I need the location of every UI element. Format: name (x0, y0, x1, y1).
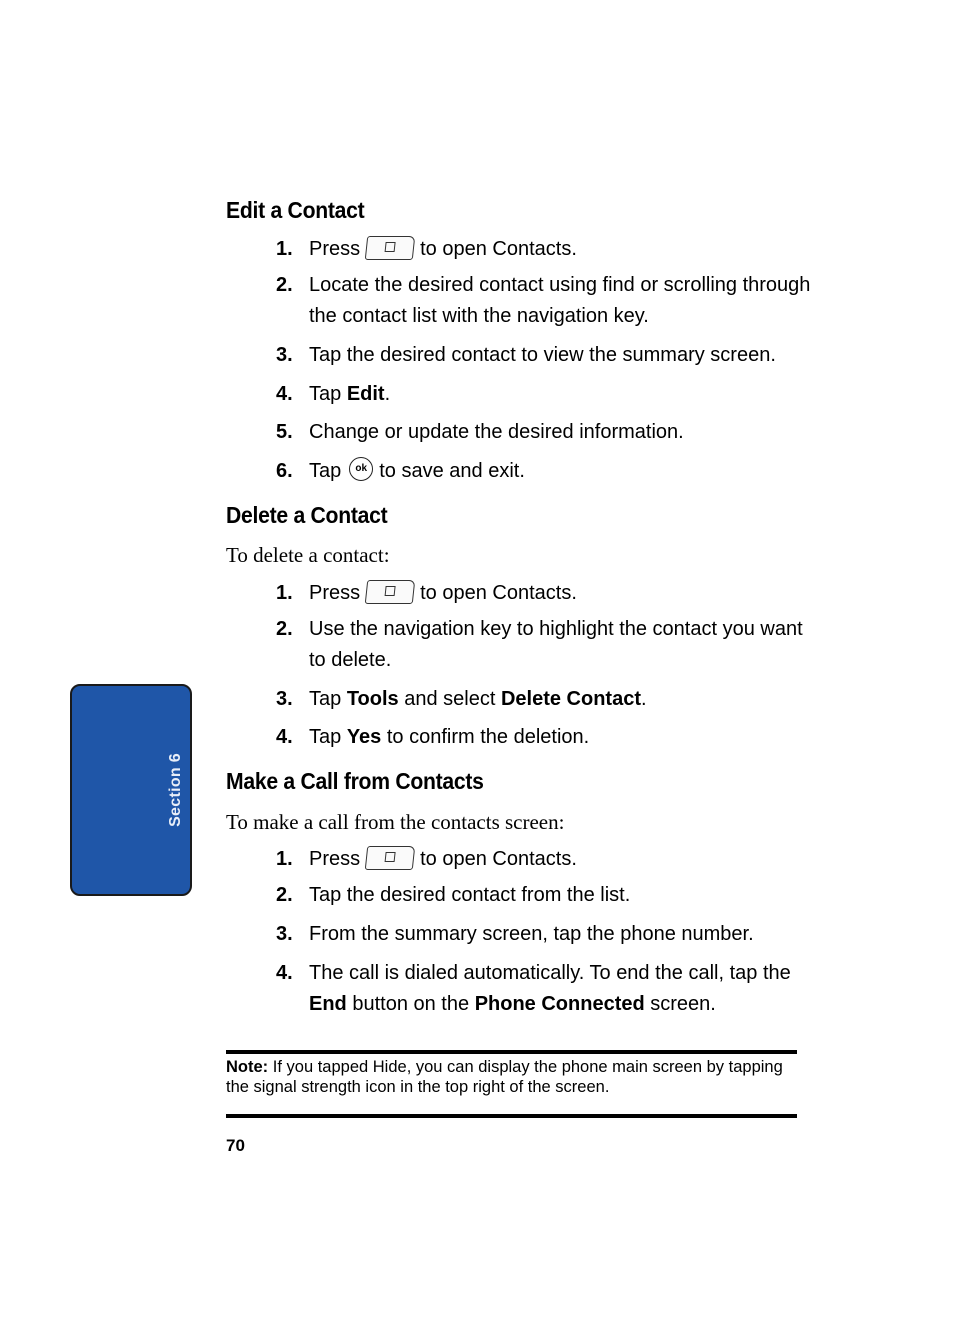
step-text: . (384, 383, 391, 405)
section-tab-label: Section 6 (167, 753, 184, 827)
delete-step-2 (276, 614, 816, 676)
call-contact-heading: Make a Call from Contacts (226, 768, 484, 794)
step-number: 6. (276, 460, 293, 482)
step-number: 3. (276, 688, 293, 710)
step-number: 1. (276, 848, 293, 870)
contacts-key-icon (365, 580, 416, 604)
call-step-2 (276, 880, 816, 911)
ok-key-icon: ok (349, 457, 373, 481)
delete-contact-heading: Delete a Contact (226, 502, 388, 528)
delete-step-1 (276, 578, 816, 609)
step-number: 1. (276, 238, 293, 260)
edit-step-1 (276, 234, 816, 265)
step-number: 4. (276, 383, 293, 405)
step-text: Tap (309, 460, 342, 482)
step-text: to open Contacts. (420, 238, 577, 260)
edit-step-3 (276, 340, 816, 371)
step-text: button on the (352, 993, 470, 1015)
delete-step-3 (276, 684, 816, 715)
step-text: Change or update the desired information. (309, 421, 684, 443)
step-number: 2. (276, 884, 293, 906)
step-text: to save and exit. (379, 460, 525, 482)
note-bottom-rule (226, 1114, 797, 1118)
delete-step-4 (276, 722, 816, 753)
step-bold-term: Tools (346, 688, 399, 710)
step-text: to open Contacts. (420, 582, 577, 604)
step-text: Tap (309, 383, 342, 405)
step-text: Press (309, 848, 361, 870)
note-label: Note: (226, 1058, 269, 1076)
step-text: Use the navigation key to highlight the contact you want to delete. (309, 618, 803, 671)
edit-step-2 (276, 270, 816, 332)
step-number: 2. (276, 618, 293, 640)
step-bold-term: Edit (346, 383, 385, 405)
step-text: . (641, 688, 647, 710)
edit-step-5 (276, 417, 816, 448)
edit-step-6 (276, 456, 816, 487)
call-intro: To make a call from the contacts screen: (226, 810, 565, 834)
step-number: 4. (276, 726, 293, 748)
step-text: screen. (650, 993, 716, 1015)
edit-step-4 (276, 379, 816, 410)
step-text: From the summary screen, tap the phone number. (309, 923, 754, 945)
call-step-3 (276, 919, 816, 950)
note-top-rule (226, 1050, 797, 1054)
note-text: If you tapped Hide, you can display the phone main screen by tapping the signal strength icon in the top right of the screen. (226, 1058, 783, 1096)
step-number: 4. (276, 962, 293, 984)
step-number: 3. (276, 923, 293, 945)
step-text: to open Contacts. (420, 848, 577, 870)
step-text: The call is dialed automatically. To end the call, tap the (309, 962, 791, 984)
contacts-key-icon (365, 236, 416, 260)
step-bold-term: End (309, 993, 347, 1015)
step-number: 3. (276, 344, 293, 366)
step-number: 2. (276, 274, 293, 296)
call-step-4 (276, 958, 816, 1020)
step-number: 1. (276, 582, 293, 604)
step-text: Locate the desired contact using find or scrolling through the contact list with the navigation key. (309, 274, 811, 327)
step-number: 5. (276, 421, 293, 443)
step-text: Press (309, 238, 361, 260)
step-text: Tap the desired contact to view the summary screen. (309, 344, 776, 366)
step-text: and select (404, 688, 496, 710)
page-number: 70 (226, 1136, 245, 1155)
contacts-key-icon (365, 846, 416, 870)
step-text: to confirm the deletion. (386, 726, 590, 748)
step-bold-term: Delete Contact (500, 688, 641, 710)
step-text: Tap the desired contact from the list. (309, 884, 631, 906)
note (226, 1057, 786, 1097)
edit-contact-heading: Edit a Contact (226, 197, 365, 223)
step-bold-term: Yes (346, 726, 382, 748)
step-text: Press (309, 582, 361, 604)
call-step-1 (276, 844, 816, 875)
step-text: Tap (309, 726, 342, 748)
step-bold-term: Phone Connected (474, 993, 645, 1015)
delete-intro: To delete a contact: (226, 543, 390, 567)
step-text: Tap (309, 688, 342, 710)
